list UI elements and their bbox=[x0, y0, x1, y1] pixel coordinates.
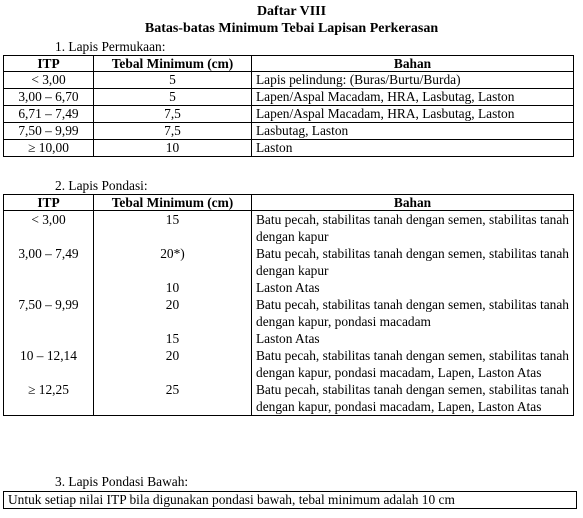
table-row bbox=[4, 123, 574, 140]
cell-itp: ≥ 10,00 bbox=[4, 140, 94, 157]
cell-itp: 6,71 – 7,49 bbox=[4, 106, 94, 123]
table-row bbox=[4, 89, 574, 106]
cell-bahan: Lapen/Aspal Macadam, HRA, Lasbutag, Laston bbox=[252, 106, 574, 123]
cell-tebal: 7,5 bbox=[94, 123, 252, 140]
cell-itp: 7,50 – 9,99 bbox=[4, 296, 94, 330]
cell-tebal: 10 bbox=[94, 279, 252, 296]
cell-itp: 10 – 12,14 bbox=[4, 347, 94, 381]
table-row bbox=[4, 140, 574, 157]
cell-bahan: Batu pecah, stabilitas tanah dengan semen, stabilitas tanah dengan kapur bbox=[252, 211, 574, 246]
table-row bbox=[4, 381, 574, 416]
cell-tebal: 20*) bbox=[94, 245, 252, 279]
cell-tebal: 25 bbox=[94, 381, 252, 416]
cell-itp bbox=[4, 279, 94, 296]
cell-tebal: 15 bbox=[94, 330, 252, 347]
table-row bbox=[4, 296, 574, 330]
cell-bahan: Lapis pelindung: (Buras/Burtu/Burda) bbox=[252, 72, 574, 89]
page-title: Daftar VIII bbox=[256, 4, 327, 19]
cell-tebal: 20 bbox=[94, 347, 252, 381]
cell-bahan: Batu pecah, stabilitas tanah dengan semen, stabilitas tanah dengan kapur, pondasi macadam, Lapen, Laston Atas bbox=[252, 347, 574, 381]
table-row bbox=[4, 245, 574, 279]
cell-bahan: Lapen/Aspal Macadam, HRA, Lasbutag, Laston bbox=[252, 89, 574, 106]
cell-itp: 7,50 – 9,99 bbox=[4, 123, 94, 140]
cell-tebal: 15 bbox=[94, 211, 252, 246]
cell-tebal: 7,5 bbox=[94, 106, 252, 123]
header-bahan: Bahan bbox=[252, 56, 574, 72]
cell-itp: < 3,00 bbox=[4, 72, 94, 89]
page-subtitle: Batas-batas Minimum Tebai Lapisan Perkerasan bbox=[144, 21, 439, 36]
table-row bbox=[4, 211, 574, 246]
table-header-row bbox=[4, 195, 574, 211]
cell-bahan: Batu pecah, stabilitas tanah dengan semen, stabilitas tanah dengan kapur, pondasi macadam bbox=[252, 296, 574, 330]
cell-bahan: Batu pecah, stabilitas tanah dengan semen, stabilitas tanah dengan kapur, pondasi macadam, Lapen, Laston Atas bbox=[252, 381, 574, 416]
cell-itp: < 3,00 bbox=[4, 211, 94, 246]
subbase-note: Untuk setiap nilai ITP bila digunakan pondasi bawah, tebal minimum adalah 10 cm bbox=[3, 491, 577, 509]
table-row bbox=[4, 279, 574, 296]
header-itp: ITP bbox=[4, 195, 94, 211]
cell-tebal: 5 bbox=[94, 72, 252, 89]
cell-bahan: Laston Atas bbox=[252, 330, 574, 347]
table-row bbox=[4, 330, 574, 347]
header-bahan: Bahan bbox=[252, 195, 574, 211]
cell-bahan: Laston bbox=[252, 140, 574, 157]
header-tebal: Tebal Minimum (cm) bbox=[94, 56, 252, 72]
cell-itp bbox=[4, 330, 94, 347]
cell-itp: 3,00 – 7,49 bbox=[4, 245, 94, 279]
cell-itp: ≥ 12,25 bbox=[4, 381, 94, 416]
header-itp: ITP bbox=[4, 56, 94, 72]
section3-heading: 3. Lapis Pondasi Bawah: bbox=[55, 474, 189, 489]
cell-tebal: 20 bbox=[94, 296, 252, 330]
cell-tebal: 5 bbox=[94, 89, 252, 106]
section2-heading: 2. Lapis Pondasi: bbox=[55, 178, 148, 193]
cell-bahan: Batu pecah, stabilitas tanah dengan semen, stabilitas tanah dengan kapur bbox=[252, 245, 574, 279]
table-row bbox=[4, 106, 574, 123]
cell-tebal: 10 bbox=[94, 140, 252, 157]
table-row bbox=[4, 347, 574, 381]
section1-heading: 1. Lapis Permukaan: bbox=[55, 39, 166, 54]
cell-bahan: Lasbutag, Laston bbox=[252, 123, 574, 140]
table-header-row bbox=[4, 56, 574, 72]
table-row bbox=[4, 72, 574, 89]
cell-itp: 3,00 – 6,70 bbox=[4, 89, 94, 106]
base-layer-table bbox=[3, 194, 574, 416]
header-tebal: Tebal Minimum (cm) bbox=[94, 195, 252, 211]
cell-bahan: Laston Atas bbox=[252, 279, 574, 296]
surface-layer-table bbox=[3, 55, 574, 157]
